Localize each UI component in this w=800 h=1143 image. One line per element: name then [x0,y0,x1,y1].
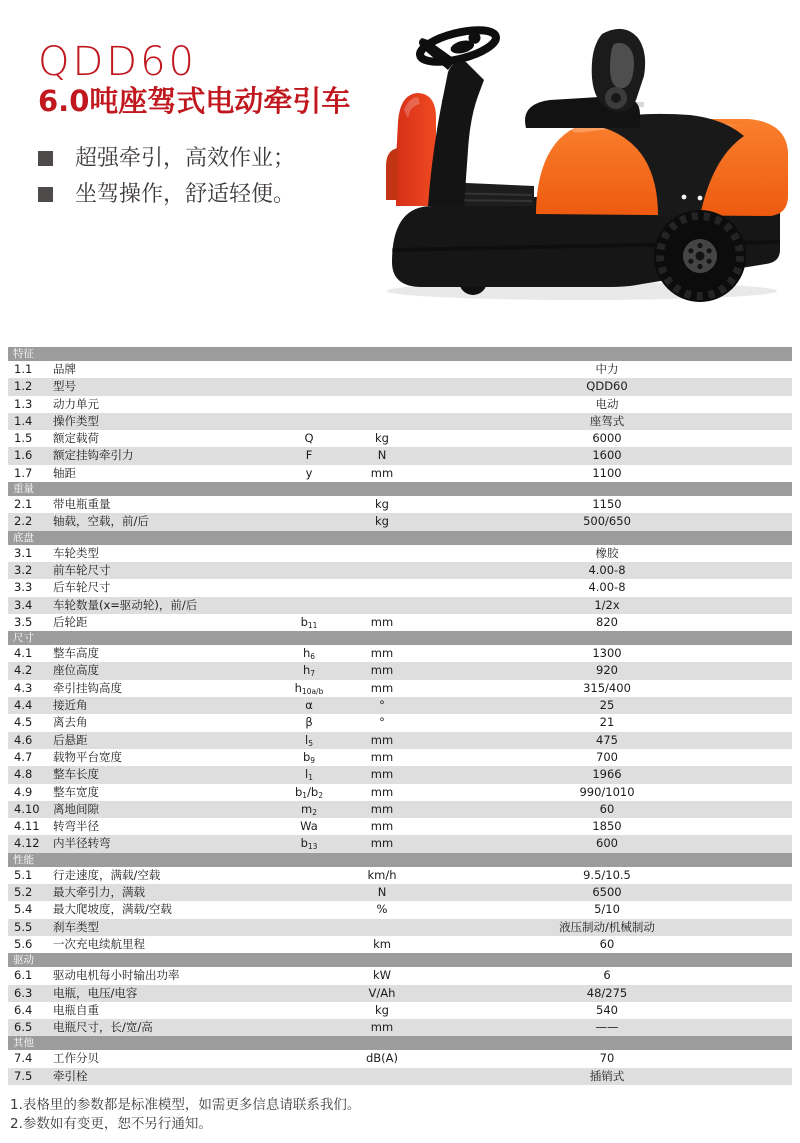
spec-row-unit: mm [370,680,394,695]
spec-row-unit: mm [370,1020,394,1035]
spec-row [8,496,792,513]
spec-row-unit: kg [375,1002,389,1017]
spec-row-symbol [276,867,342,884]
spec-row-number: 4.3 [14,680,33,695]
spec-row-label: 最大爬坡度，满载/空载 [53,902,172,917]
spec-row-value: 70 [599,1051,615,1066]
spec-row-symbol [276,562,342,579]
spec-row-label: 一次充电续航里程 [53,936,145,951]
spec-row-symbol: y [305,465,313,480]
spec-row-number: 3.1 [14,545,33,560]
spec-row [8,766,792,783]
spec-row-value: 315/400 [583,680,631,695]
spec-row [8,732,792,749]
bolt [698,196,703,201]
spec-row-value: 920 [596,663,618,678]
spec-row-label: 前车轮尺寸 [53,562,111,577]
spec-row-symbol [276,413,342,430]
section-header: 特征 [8,347,792,361]
spec-row-unit: mm [370,465,394,480]
spec-row [8,413,792,430]
spec-row-symbol [276,1068,342,1085]
bullet-text: 超强牵引，高效作业； [75,146,296,171]
spec-row-symbol: b13 [300,836,318,852]
spec-row-value: 48/275 [586,985,628,1000]
spec-row-unit: kg [375,431,389,446]
spec-row-unit: % [376,902,388,917]
spec-row-label: 内半径转弯 [53,836,111,851]
spec-row [8,985,792,1002]
spec-row-value: 21 [599,715,615,730]
spec-row [8,801,792,818]
spec-row-unit: mm [370,836,394,851]
spec-row-label: 牵引栓 [53,1068,88,1083]
spec-row-symbol: h6 [302,646,316,662]
spec-row-value: 540 [596,1002,618,1017]
spec-row [8,1050,792,1067]
spec-row-label: 轴载，空载，前/后 [53,514,149,529]
spec-row-value: 电动 [595,396,619,411]
section-header: 底盘 [8,531,792,545]
spec-row-symbol [276,513,342,530]
spec-row-number: 2.2 [14,514,33,529]
spec-row-unit: kW [372,968,392,983]
footnotes [10,1096,360,1134]
bolt [682,195,687,200]
spec-row-unit [342,1068,422,1085]
spec-row-symbol: Q [304,431,314,446]
spec-row-label: 带电瓶重量 [53,497,111,512]
spec-row-label: 工作分贝 [53,1051,99,1066]
spec-row-symbol: m2 [301,801,317,817]
spec-row-symbol [276,545,342,562]
spec-row-label: 后车轮尺寸 [53,580,111,595]
spec-row-symbol [276,597,342,614]
spec-row-value: 1/2x [594,597,620,612]
spec-row-unit: km [373,936,391,951]
spec-row-number: 7.4 [14,1051,33,1066]
bullet-square-icon [38,187,53,202]
spec-row-value: 60 [599,936,615,951]
spec-row-number: 1.3 [14,396,33,411]
spec-row-number: 4.7 [14,749,33,764]
spec-row [8,396,792,413]
spec-row-label: 后轮距 [53,614,88,629]
spec-row [8,597,792,614]
spec-row-unit: km/h [367,867,397,882]
spec-row-unit: kg [375,497,389,512]
spec-row-label: 电瓶，电压/电容 [53,985,138,1000]
feature-bullets [38,145,295,216]
spec-row [8,784,792,801]
rear-wheel [654,210,746,302]
spec-row-value: —— [595,1020,619,1035]
spec-row-label: 转弯半径 [53,819,99,834]
spec-row-value: 4.00-8 [588,580,626,595]
product-image [370,0,800,335]
spec-row-unit [342,413,422,430]
spec-row-unit [342,919,422,936]
spec-row-unit [342,378,422,395]
spec-row-unit: dB(A) [365,1051,399,1066]
spec-row [8,378,792,395]
spec-row-symbol [276,1019,342,1036]
spec-row-number: 3.2 [14,562,33,577]
spec-row-value: 液压制动/机械制动 [559,919,655,934]
spec-row-unit [342,361,422,378]
spec-row-symbol: l1 [305,767,313,783]
spec-row-unit: mm [370,749,394,764]
spec-row-value: 4.00-8 [588,562,626,577]
footnote-line: 2.参数如有变更，恕不另行通知。 [10,1115,212,1132]
spec-row [8,579,792,596]
spec-row-unit: mm [370,784,394,799]
spec-row-label: 离去角 [53,715,88,730]
spec-row [8,967,792,984]
spec-row-symbol [276,378,342,395]
spec-row [8,562,792,579]
spec-row [8,545,792,562]
spec-row-unit: mm [370,663,394,678]
spec-row-value: 475 [596,732,618,747]
spec-row-unit: mm [370,819,394,834]
spec-row-symbol [276,579,342,596]
spec-row [8,430,792,447]
spec-row-symbol [276,936,342,953]
spec-row-label: 牵引挂钩高度 [53,680,122,695]
section-header: 性能 [8,853,792,867]
spec-row-unit: mm [370,767,394,782]
spec-row-value: 1966 [592,767,622,782]
spec-row-label: 电瓶自重 [53,1002,99,1017]
steering-wheel [417,24,499,68]
spec-row-value: 中力 [595,362,619,376]
spec-row [8,513,792,530]
spec-row-value: 6500 [592,885,622,900]
spec-row-symbol: F [305,448,313,463]
spec-row-number: 4.12 [14,836,40,851]
spec-row-symbol: l5 [305,732,313,748]
spec-row-value: 60 [599,801,615,816]
spec-row-value: 插销式 [589,1068,625,1083]
spec-row-value: 600 [596,836,618,851]
spec-row-symbol [276,985,342,1002]
spec-row-value: 座驾式 [589,413,625,428]
spec-row-label: 车轮数量(x=驱动轮)，前/后 [53,597,198,612]
spec-row-number: 5.2 [14,885,33,900]
bullet-square-icon [38,151,53,166]
spec-row-value: 1850 [592,819,622,834]
spec-row-label: 刹车类型 [53,919,99,934]
spec-row-unit: V/Ah [368,985,396,1000]
spec-row-unit: ° [379,698,385,713]
spec-row-unit: N [377,448,387,463]
spec-row-number: 5.1 [14,867,33,882]
front-bumper-step [386,148,398,200]
spec-row-value: 1150 [592,497,622,512]
spec-table [8,347,792,1085]
spec-row-number: 6.5 [14,1020,33,1035]
spec-row-unit: kg [375,514,389,529]
spec-row-label: 轴距 [53,465,76,480]
spec-row-symbol: α [305,698,313,713]
spec-row-label: 整车宽度 [53,784,99,799]
spec-row-value: 1600 [592,448,622,463]
spec-row-number: 4.5 [14,715,33,730]
spec-row-symbol [276,496,342,513]
spec-row-number: 2.1 [14,497,33,512]
seat-backrest-recess [610,43,634,88]
spec-row [8,835,792,852]
spec-row-value: 990/1010 [579,784,635,799]
spec-row-unit: mm [370,732,394,747]
spec-row-unit: mm [370,646,394,661]
spec-row-value: 700 [596,749,618,764]
spec-row-unit [342,579,422,596]
section-header: 其他 [8,1036,792,1050]
section-header: 尺寸 [8,631,792,645]
spec-row-symbol [276,396,342,413]
spec-row-label: 最大牵引力，满载 [53,885,145,900]
spec-row [8,662,792,679]
spec-row-symbol [276,901,342,918]
spec-row [8,1002,792,1019]
spec-row-number: 1.1 [14,362,33,376]
spec-row-unit [342,562,422,579]
spec-row-value: 6 [603,968,611,983]
spec-row [8,901,792,918]
spec-row-value: 6000 [592,431,622,446]
spec-row-number: 1.5 [14,431,33,446]
spec-row-label: 整车长度 [53,767,99,782]
spec-row-label: 操作类型 [53,413,99,428]
section-header: 重量 [8,482,792,496]
spec-row-number: 4.4 [14,698,33,713]
spec-row-unit: mm [370,801,394,816]
spec-row-number: 5.6 [14,936,33,951]
spec-row-symbol: b11 [300,614,318,630]
spec-row [8,697,792,714]
spec-row-unit: N [377,885,387,900]
spec-row-label: 额定载荷 [53,431,99,446]
spec-row-number: 6.3 [14,985,33,1000]
spec-row-value: 5/10 [594,902,620,917]
spec-row [8,465,792,482]
section-header: 驱动 [8,953,792,967]
spec-row [8,614,792,631]
spec-row-number: 3.4 [14,597,33,612]
spec-row-number: 3.3 [14,580,33,595]
spec-row-label: 整车高度 [53,646,99,661]
page-title: QDD60 [38,39,197,85]
spec-row [8,919,792,936]
spec-row-label: 驱动电机每小时输出功率 [53,968,180,983]
bullet-text: 坐驾操作，舒适轻便。 [75,181,296,207]
spec-row-unit [342,597,422,614]
spec-row-label: 车轮类型 [53,545,99,560]
spec-row-value: 25 [599,698,615,713]
spec-row [8,749,792,766]
spec-row-number: 4.8 [14,767,33,782]
spec-row-symbol: h10a/b [294,680,324,696]
spec-row-unit: ° [379,715,385,730]
spec-row-symbol [276,884,342,901]
spec-row [8,645,792,662]
spec-row-number: 6.4 [14,1002,33,1017]
spec-row-number: 1.2 [14,379,33,394]
spec-row-symbol [276,1050,342,1067]
spec-row [8,680,792,697]
spec-row-symbol [276,361,342,378]
spec-row-number: 5.4 [14,902,33,917]
spec-row-number: 4.10 [14,801,40,816]
spec-row-value: QDD60 [586,379,628,394]
spec-row-number: 1.6 [14,448,33,463]
page-subtitle: 6.0吨座驾式电动牵引车 [38,84,351,118]
spec-row-label: 品牌 [53,362,76,376]
spec-row-number: 4.11 [14,819,40,834]
spec-row [8,447,792,464]
spec-row-value: 820 [596,614,618,629]
spec-row-value: 橡胶 [595,545,619,560]
spec-row [8,884,792,901]
spec-row [8,936,792,953]
footnote-line: 1.表格里的参数都是标准模型，如需更多信息请联系我们。 [10,1097,361,1113]
spec-row [8,1068,792,1085]
spec-row [8,714,792,731]
spec-row-number: 4.2 [14,663,33,678]
spec-row [8,867,792,884]
spec-row-label: 电瓶尺寸，长/宽/高 [53,1020,153,1035]
spec-row [8,818,792,835]
spec-row-number: 6.1 [14,968,33,983]
spec-row-number: 3.5 [14,614,33,629]
spec-row-label: 型号 [53,379,76,394]
spec-row-number: 5.5 [14,919,33,934]
spec-row-value: 1100 [592,465,622,480]
bullet-item [38,145,295,173]
spec-row-label: 离地间隙 [53,801,99,816]
spec-row-label: 后悬距 [53,732,88,747]
spec-row-number: 4.9 [14,784,33,799]
spec-row-symbol: β [305,715,313,730]
spec-row-value: 500/650 [583,514,631,529]
spec-row-value: 9.5/10.5 [583,867,631,882]
spec-row-label: 额定挂钩牵引力 [53,448,134,463]
spec-row-label: 座位高度 [53,663,99,678]
spec-row-symbol: Wa [300,819,318,834]
spec-row-unit [342,545,422,562]
spec-row-symbol: b9 [302,749,316,765]
spec-row-number: 1.4 [14,413,33,428]
spec-row-symbol: b1/b2 [294,784,324,800]
spec-row-number: 7.5 [14,1068,33,1083]
spec-row [8,1019,792,1036]
spec-row-label: 接近角 [53,698,88,713]
spec-row-label: 动力单元 [53,396,99,411]
spec-row-symbol [276,967,342,984]
spec-row-symbol: h7 [302,663,316,679]
spec-row-label: 载物平台宽度 [53,749,122,764]
spec-row-unit: mm [370,614,394,629]
spec-row-value: 1300 [592,646,622,661]
spec-row [8,361,792,378]
spec-row-unit [342,396,422,413]
spec-row-label: 行走速度，满载/空载 [53,867,161,882]
spec-row-number: 1.7 [14,465,33,480]
spec-row-number: 4.1 [14,646,33,661]
bullet-item [38,181,295,209]
spec-row-number: 4.6 [14,732,33,747]
spec-row-symbol [276,919,342,936]
spec-row-symbol [276,1002,342,1019]
